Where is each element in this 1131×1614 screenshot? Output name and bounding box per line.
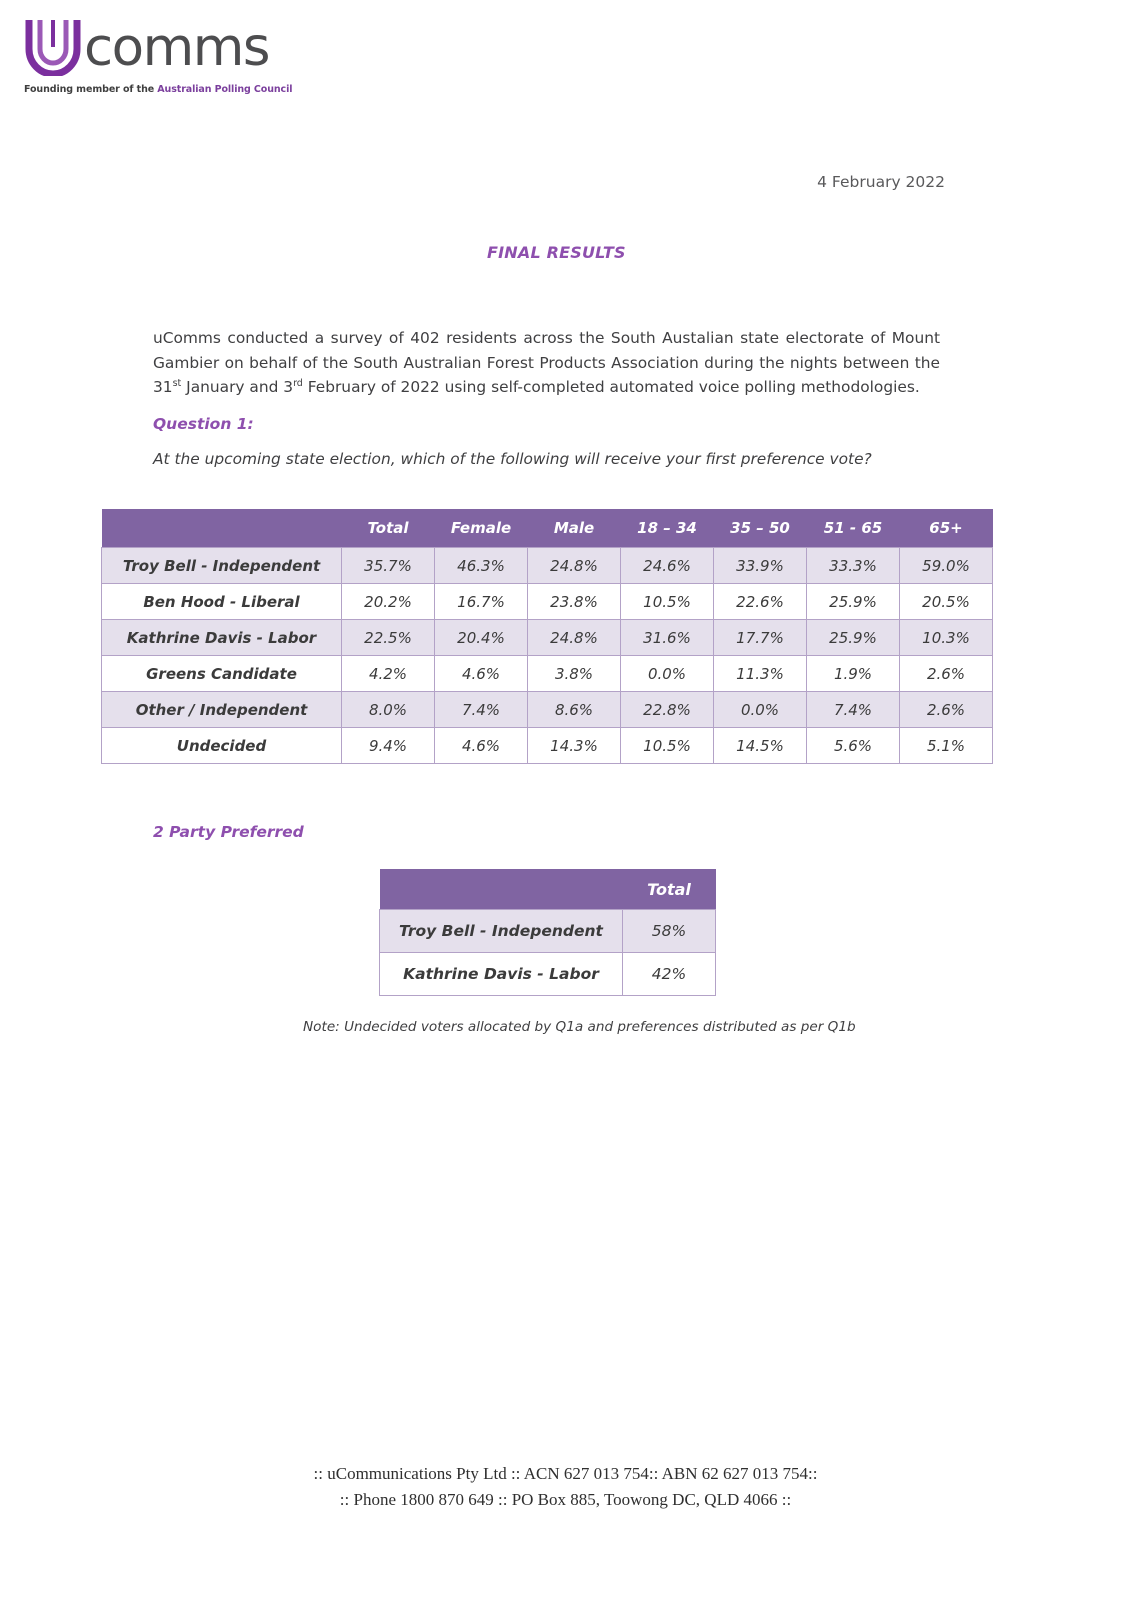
row-label-kathrine-davis: Kathrine Davis - Labor — [102, 620, 342, 656]
cell-value: 58% — [623, 910, 716, 953]
cell-value: 7.4% — [435, 692, 528, 728]
logo-row — [24, 14, 364, 76]
cell-value: 33.3% — [807, 548, 900, 584]
table-body — [102, 548, 993, 764]
tpp-header-row — [380, 869, 716, 910]
tpp-table-header — [380, 869, 716, 910]
column-header-51-65: 51 - 65 — [807, 509, 900, 548]
intro-part-1: uComms conducted a survey of 402 residents across the South Austalian state electorate of Mount Gambier on behalf of the South Australian Forest Products Association during the nights between the 31 — [153, 329, 940, 397]
column-header-35-50: 35 – 50 — [714, 509, 807, 548]
cell-value: 25.9% — [807, 620, 900, 656]
two-party-preferred-table — [379, 869, 716, 996]
column-header-65plus: 65+ — [900, 509, 993, 548]
logo-wordmark: comms — [84, 17, 269, 78]
cell-value: 33.9% — [714, 548, 807, 584]
table-row — [102, 620, 993, 656]
footer-line-company: :: uCommunications Pty Ltd :: ACN 627 013 754:: ABN 62 627 013 754:: — [313, 1464, 818, 1483]
tpp-row-label-kathrine-davis: Kathrine Davis - Labor — [380, 953, 623, 996]
brand-logo — [24, 14, 364, 95]
cell-value: 3.8% — [528, 656, 621, 692]
table-header-row — [102, 509, 993, 548]
cell-value: 22.8% — [621, 692, 714, 728]
cell-value: 1.9% — [807, 656, 900, 692]
row-label-ben-hood: Ben Hood - Liberal — [102, 584, 342, 620]
cell-value: 35.7% — [342, 548, 435, 584]
cell-value: 24.8% — [528, 548, 621, 584]
tpp-table-body — [380, 910, 716, 996]
cell-value: 4.6% — [435, 656, 528, 692]
tpp-row-label-troy-bell: Troy Bell - Independent — [380, 910, 623, 953]
question-label: Question 1: — [153, 415, 254, 433]
cell-value: 0.0% — [714, 692, 807, 728]
cell-value: 2.6% — [900, 692, 993, 728]
cell-value: 20.5% — [900, 584, 993, 620]
cell-value: 7.4% — [807, 692, 900, 728]
cell-value: 0.0% — [621, 656, 714, 692]
cell-value: 4.2% — [342, 656, 435, 692]
table-row — [102, 548, 993, 584]
cell-value: 42% — [623, 953, 716, 996]
intro-paragraph — [153, 326, 940, 400]
cell-value: 10.3% — [900, 620, 993, 656]
cell-value: 2.6% — [900, 656, 993, 692]
intro-part-2: January and 3 — [181, 378, 294, 397]
cell-value: 23.8% — [528, 584, 621, 620]
intro-part-3: February of 2022 using self-completed automated voice polling methodologies. — [302, 378, 920, 397]
cell-value: 8.6% — [528, 692, 621, 728]
cell-value: 22.5% — [342, 620, 435, 656]
cell-value: 20.4% — [435, 620, 528, 656]
cell-value: 4.6% — [435, 728, 528, 764]
cell-value: 14.3% — [528, 728, 621, 764]
cell-value: 46.3% — [435, 548, 528, 584]
cell-value: 5.6% — [807, 728, 900, 764]
cell-value: 5.1% — [900, 728, 993, 764]
cell-value: 25.9% — [807, 584, 900, 620]
logo-tagline-prefix: Founding member of the — [24, 84, 158, 95]
two-party-preferred-label: 2 Party Preferred — [153, 823, 304, 841]
page-title: FINAL RESULTS — [487, 243, 626, 262]
cell-value: 14.5% — [714, 728, 807, 764]
table-row — [102, 584, 993, 620]
cell-value: 8.0% — [342, 692, 435, 728]
row-label-other-independent: Other / Independent — [102, 692, 342, 728]
cell-value: 10.5% — [621, 584, 714, 620]
tpp-column-header-blank — [380, 869, 623, 910]
australian-polling-council-label: Australian Polling Council — [157, 84, 293, 95]
cell-value: 20.2% — [342, 584, 435, 620]
cell-value: 31.6% — [621, 620, 714, 656]
cell-value: 9.4% — [342, 728, 435, 764]
table-row — [102, 692, 993, 728]
table-row — [102, 656, 993, 692]
cell-value: 59.0% — [900, 548, 993, 584]
cell-value: 17.7% — [714, 620, 807, 656]
ucomms-u-logo-icon — [24, 16, 82, 76]
column-header-male: Male — [528, 509, 621, 548]
table-note: Note: Undecided voters allocated by Q1a and preferences distributed as per Q1b — [303, 1019, 856, 1035]
intro-sup-rd: rd — [293, 378, 303, 390]
question-text: At the upcoming state election, which of the following will receive your first preference vote? — [153, 450, 872, 468]
table-header — [102, 509, 993, 548]
row-label-greens-candidate: Greens Candidate — [102, 656, 342, 692]
column-header-total: Total — [342, 509, 435, 548]
cell-value: 22.6% — [714, 584, 807, 620]
cell-value: 10.5% — [621, 728, 714, 764]
document-date: 4 February 2022 — [817, 173, 945, 191]
footer-line-contact: :: Phone 1800 870 649 :: PO Box 885, Toowong DC, QLD 4066 :: — [339, 1490, 792, 1509]
row-label-undecided: Undecided — [102, 728, 342, 764]
cell-value: 11.3% — [714, 656, 807, 692]
intro-sup-st: st — [172, 378, 182, 390]
column-header-18-34: 18 – 34 — [621, 509, 714, 548]
cell-value: 24.8% — [528, 620, 621, 656]
page-footer — [0, 1461, 1131, 1513]
first-preference-results-table — [101, 509, 993, 764]
table-row — [380, 953, 716, 996]
table-row — [380, 910, 716, 953]
row-label-troy-bell: Troy Bell - Independent — [102, 548, 342, 584]
column-header-blank — [102, 509, 342, 548]
cell-value: 16.7% — [435, 584, 528, 620]
cell-value: 24.6% — [621, 548, 714, 584]
logo-tagline — [24, 84, 364, 95]
table-row — [102, 728, 993, 764]
tpp-column-header-total: Total — [623, 869, 716, 910]
column-header-female: Female — [435, 509, 528, 548]
